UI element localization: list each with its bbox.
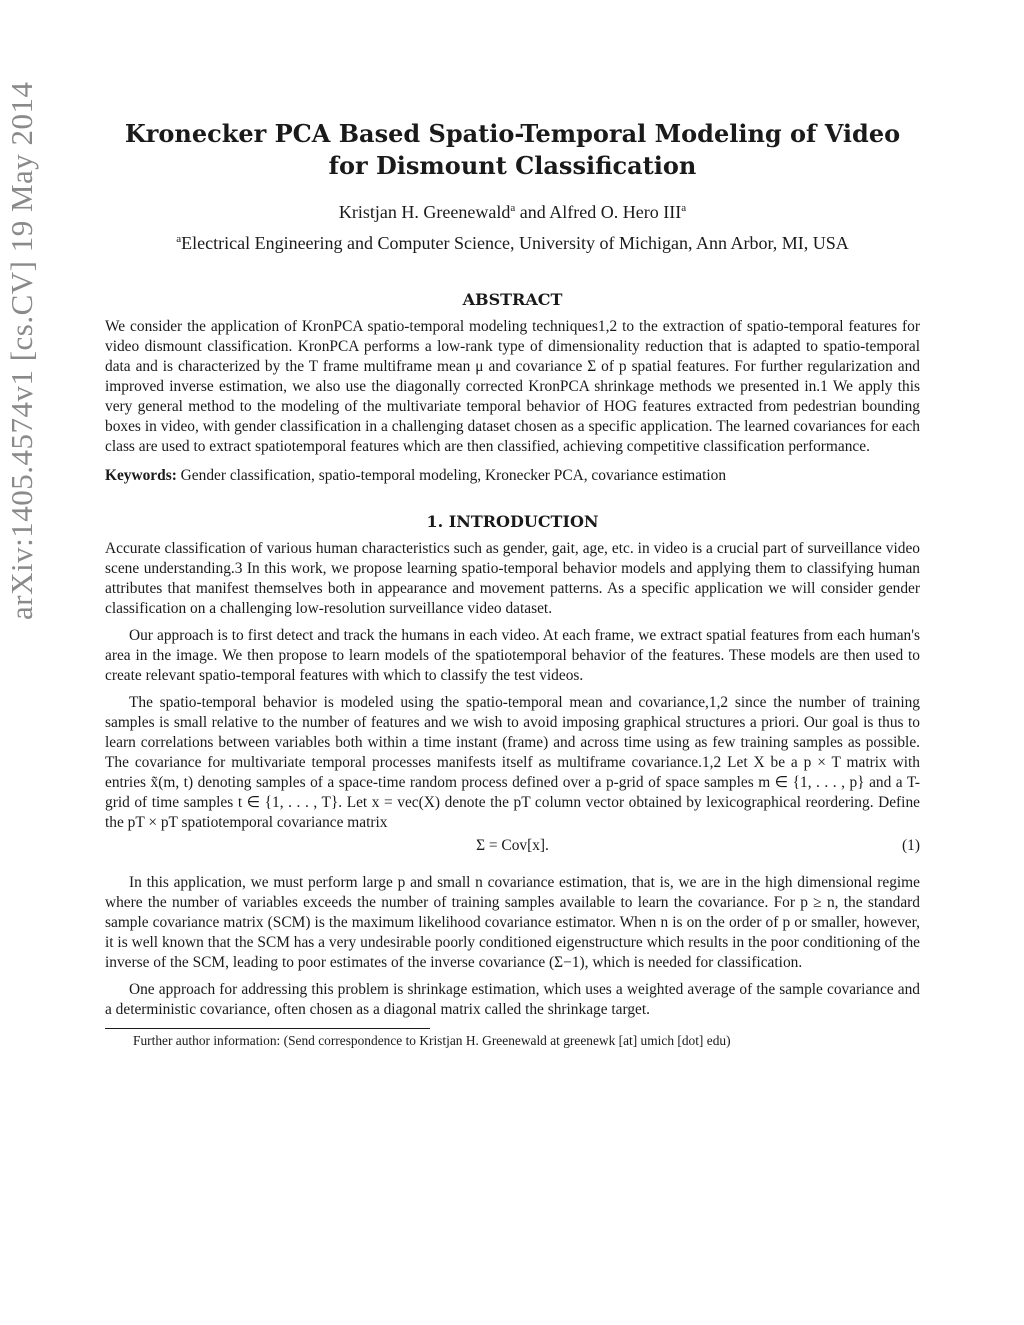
equation-1 — [105, 837, 920, 859]
paper-page — [105, 0, 920, 1049]
affil-mark: a — [510, 202, 516, 214]
affiliation-text: Electrical Engineering and Computer Science, University of Michigan, Ann Arbor, MI, USA — [181, 233, 849, 253]
author-conjunction: and — [515, 202, 550, 222]
intro-paragraph-1: Accurate classification of various human characteristics such as gender, gait, age, etc. in video is a crucial part of surveillance video scene understanding.3 In this work, we propose learning spatio-temporal behavior models and applying them to classifying human attributes that manifest themselves both in appearance and movement patterns. As a specific application we will consider gender classification on a challenging low-resolution surveillance video dataset. — [105, 540, 920, 617]
intro-paragraph-2: Our approach is to first detect and track the humans in each video. At each frame, we extract spatial features from each human's area in the image. We then propose to learn models of the spatiotemporal behavior of the features. These models are then used to create relevant spatio-temporal features with which to classify the test videos. — [105, 627, 920, 684]
introduction-heading: 1. INTRODUCTION — [426, 512, 599, 531]
title-line-2: for Dismount Classification — [328, 151, 697, 180]
intro-paragraph-4: In this application, we must perform large p and small n covariance estimation, that is, we are in the high dimensional regime where the number of variables exceeds the number of training samples available to learn the covariance. For p ≥ n, the standard sample covariance matrix (SCM) is the maximum likelihood covariance estimator. When n is on the order of p or smaller, however, it is well known that the SCM has a very undesirable poorly conditioned eigenstructure which results in the poor conditioning of the inverse of the SCM, leading to poor estimates of the inverse covariance (Σ−1), which is needed for classification. — [105, 874, 920, 971]
abstract-heading: ABSTRACT — [462, 290, 563, 309]
equation-body: Σ = Cov[x]. — [476, 837, 549, 854]
arxiv-identifier: arXiv:1405.4574v1 [cs.CV] 19 May 2014 — [4, 81, 39, 620]
affiliation — [105, 233, 920, 254]
keywords — [105, 466, 920, 486]
keywords-label: Keywords: — [105, 467, 177, 484]
affil-mark: a — [681, 202, 687, 214]
footnote-rule — [105, 1028, 430, 1029]
author-footnote: Further author information: (Send correspondence to Kristjan H. Greenewald at greenewk [at] umich [dot] edu) — [133, 1033, 731, 1048]
abstract-text: We consider the application of KronPCA spatio-temporal modeling techniques1,2 to the extraction of spatio-temporal features for video dismount classification. KronPCA performs a low-rank type of dimensionality reduction that is adapted to spatio-temporal data and is characterized by the T frame multiframe mean μ and covariance Σ of p spatial features. For further regularization and improved inverse estimation, we also use the diagonally corrected KronPCA shrinkage methods we presented in.1 We apply this very general method to the modeling of the multivariate temporal behavior of HOG features extracted from pedestrian bounding boxes in video, with gender classification in a challenging dataset chosen as a specific application. The learned covariances for each class are used to extract spatiotemporal features which are then classified, achieving competitive classification performance. — [105, 318, 920, 455]
paper-title — [105, 118, 920, 182]
affil-mark: a — [176, 233, 182, 245]
author-greenewald: Kristjan H. Greenewald — [338, 202, 511, 222]
equation-number: (1) — [902, 837, 920, 854]
keywords-text: Gender classification, spatio-temporal modeling, Kronecker PCA, covariance estimation — [176, 467, 727, 484]
intro-paragraph-3: The spatio-temporal behavior is modeled using the spatio-temporal mean and covariance,1,2 since the number of training samples is small relative to the number of features and we wish to avoid imposing graphical structures a priori. Our goal is thus to learn correlations between variables both within a time instant (frame) and across time using as few training samples as possible. The covariance for multivariate temporal processes manifests itself as multiframe covariance.1,2 Let X be a p × T matrix with entries x̃(m, t) denoting samples of a space-time random process defined over a p-grid of space samples m ∈ {1, . . . , p} and a T-grid of time samples t ∈ {1, . . . , T}. Let x = vec(X) denote the pT column vector obtained by lexicographical reordering. Define the pT × pT spatiotemporal covariance matrix — [105, 694, 920, 831]
author-hero: Alfred O. Hero III — [549, 202, 682, 222]
title-line-1: Kronecker PCA Based Spatio-Temporal Modeling of Video — [124, 119, 901, 148]
intro-paragraph-5: One approach for addressing this problem is shrinkage estimation, which uses a weighted average of the sample covariance and a deterministic covariance, often chosen as a diagonal matrix called the shrinkage target. — [105, 981, 920, 1018]
author-list — [105, 202, 920, 223]
